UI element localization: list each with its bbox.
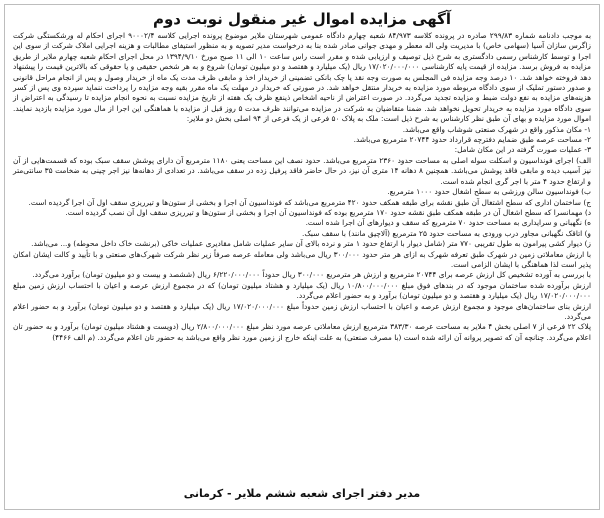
notice-item: ۲- مساحت عرصه طبق ضمایم دفترچه قرارداد حدود ۲۰۷۴۴ مترمربع می‌باشد.: [353, 135, 591, 145]
notice-item: با ارزش معاملاتی زمین در شهرک طبق تعرفه شهرک به ازای هر متر حدود ۳۰۰/۰۰۰ ریال می‌باشد ولی معامله عرصه صرفاً زیر نظر شرکت شهرک‌های صنعتی و با تأیید و کالت ایشان امکان پذیر است لذا هماهنگی با ایشان الزامی است.: [13, 249, 592, 269]
notice-item: ۳- عملیات صورت گرفته در این مکان شامل:: [454, 145, 591, 155]
notice-item: ۱- مکان مذکور واقع در شهرک صنعتی شوشاب واقع می‌باشد.: [402, 124, 591, 134]
notice-item: و) اتاقک نگهبانی مجاور درب ورودی به مساحت حدود ۲۵ مترمربع (آلاچیق مانند) با سقف سبک.: [301, 228, 591, 238]
notice-item: ز) دیوار کشی پیرامون به طول تقریبی ۷۷۰ متر (شامل دیوار با ارتفاع حدود ۱ متر و نرده بالای آن سایر عملیات شامل مقادیری عملیات خاکی (برنشت خاک داخل محوطه) و... می‌باشد.: [31, 239, 591, 249]
notice-signature: مدیر دفتر اجرای شعبه ششم ملایر - کرمانی: [183, 487, 421, 500]
auction-notice: [4, 4, 600, 510]
notice-item: ج) ساختمان اداری که سطح اشتغال آن طبق نقشه برای طبقه همکف حدود ۴۲۰ مترمربع می‌باشد که فونداسیون آن اجرا و بخشی از ستون‌ها و تیرریزی سقف اول آن اجرا گردیده است.: [28, 197, 591, 207]
notice-item: پلاک ۲۲ فرعی از ۷ اصلی بخش ۴ ملایر به مساحت عرصه ۳۸۳/۳۰ مترمربع ارزش معاملاتی عرصه مورد نظر مبلغ ۲/۸۰۰/۰۰۰/۰۰۰ ریال (دویست و هشتاد میلیون تومان) برآورد و به حضور تان اعلام می‌گردد. چنانچه آن که تصویر پروانه آن ارائه شده است (با مصرف صنعتی) به علت اینکه خارج از زمین مورد نظر واقع می‌باشد به حضور تان اعلام می‌گردد. (م الف ۴۴۶۶): [13, 322, 592, 342]
notice-item: با بررسی به آورده تشخیص کل ارزش عرصه برای ۲۰۷۴۴ مترمربع و ارزش هر مترمربع ۳۰۰/۰۰۰ ریال حدوداً ۶/۲۲۰/۰۰۰/۰۰۰ ریال (ششصد و بیست و دو میلیون تومان) برآورد می‌گردد.: [32, 270, 591, 280]
notice-items: [13, 125, 591, 344]
notice-intro: به موجب دادنامه شماره ۲۹۹/۸۳ صادره در پرونده کلاسه ۸۴/۹۷۳ شعبه چهارم دادگاه عمومی شهرستان ملایر موضوع پرونده اجرایی کلاسه ۹۰۰۰۲/۴ اجرای احکام له ورشکستگی شرکت زاگرس سازان آسیا (سهامی خاص) با مدیریت ولی اله معطر و مهدی جوانی صادر شده بنا به درخواست مدیر تصویه و به منظور استیفای مطالبات و هزینه اجرایی املاک شرکت از سوی این اجرا و توسط کارشناس رسمی دادگستری به شرح ذیل توصیف و ارزیابی شده و مقرر است راس ساعت ۱۰ الی ۱۱ صبح مورخ ۱۳۹۴/۹/۱۰ در محل اجرای احکام شعبه چهارم ملایر از طریق مزایده به فروش برسد. مزایده از قیمت پایه کارشناسی ۱۷/۰۲۰/۰۰۰/۰۰۰ ریال (یک میلیارد و هفتصد و دو میلیون تومان) شروع و به هر شخص حقیقی و یا حقوقی که بالاترین قیمت را پیشنهاد دهد فروخته خواهد شد. ۱۰ درصد وجه مزایده فی المجلس به صورت وجه نقد یا چک بانکی تضمینی از خریدار اخذ و مابقی ظرف مدت یک ماه از خریدار وصول و پس از انجام مراحل قانونی و صدور دستور تملیک از سوی دادگاه مربوطه مورد مزایده به خریدار منتقل خواهد شد. در صورتی که خریدار در مهلت یک ماه مقرر بقیه وجه مزایده را پرداخت ننماید سپرده وی پس از کسر هزینه‌های مزایده به نفع دولت ضبط و مزایده تجدید می‌گردد. در صورت اعتراض از ناحیه اشخاص ذینفع ظرف یک هفته از تاریخ مزایده نسبت به نحوه انجام مزایده تا رسیدگی به اعتراض از سوی دادگاه مورد مزایده به خریدار تحویل نخواهد شد. ضمنا متقاضیان به شرکت در مزایده می‌توانند ظرف مدت ۵ روز قبل از مزایده با هماهنگی این اجرا از مال مورد مزایده بازدید نمایند. اموال مورد مزایده و بهای آن طبق نظر کارشناس به شرح ذیل است: ملک به پلاک ۵۰ فرعی از یک فرعی از ۹۴ اصلی بخش دو ملایر:: [13, 31, 592, 124]
notice-item: ارزش بنای ساختمان‌های موجود و مجموع ارزش عرصه و اعیان با احتساب ارزش زمین حدوداً مبلغ ۱۷/۰۲۰/۰۰۰/۰۰۰ ریال (یک میلیارد و هفتصد و دو میلیون تومان) برآورد و به حضور اعلام می‌گردد.: [13, 301, 591, 321]
notice-item: ارزش برآورده شده ساختمان موجود که در بندهای فوق مبلغ ۱۰/۸۰۰/۰۰۰/۰۰۰ ریال (یک میلیارد و هشتاد میلیون تومان) که در مجموع ارزش عرصه و اعیان با احتساب ارزش زمین مبلغ ۱۷/۰۲۰/۰۰۰/۰۰۰ ریال (یک میلیارد و هفتصد و دو میلیون تومان) برآورد و به حضور اعلام می‌گردد.: [13, 280, 591, 301]
notice-item: ب) فونداسیون سالن ورزشی به سطح اشغال حدود ۱۰۰۰ مترمربع.: [387, 187, 591, 197]
notice-item: ه) نگهبانی و سرایداری به مساحت حدود ۷۰ مترمربع که سقف و دیوارهای آن اجرا شده است.: [305, 218, 591, 228]
notice-item: د) مهمانسرا که سطح اشغال آن در طبقه همکف طبق نقشه حدود ۱۷۰ مترمربع بوده که فونداسیون آن اجرا و بخشی از ستون‌ها و تیرریزی سقف اول آن نصب گردیده است.: [65, 207, 591, 217]
notice-title: آگهی مزایده اموال غیر منقول نوبت دوم: [152, 10, 452, 28]
notice-item: الف) اجرای فونداسیون و اسکلت سوله اصلی به مساحت حدود ۲۳۶۰ مترمربع می‌باشد. حدود نصف این مساحت یعنی ۱۱۸۰ مترمربع آن دارای پوشش سقف سبک بوده که قسمت‌هایی از آن نیز آسیب دیده و مابقی فاقد پوشش می‌باشد. همچنین ۸ دهانه ۱۴ متری آن نیز، در حال حاضر فاقد پرفیل زده در سقف می‌باشد. در تعدادی از دهانه‌ها نیز اجر چینی به ضخامت ۳۵ سانتی‌متر و ارتفاع حدود ۴ متر با اجر گری انجام شده است.: [13, 155, 591, 186]
